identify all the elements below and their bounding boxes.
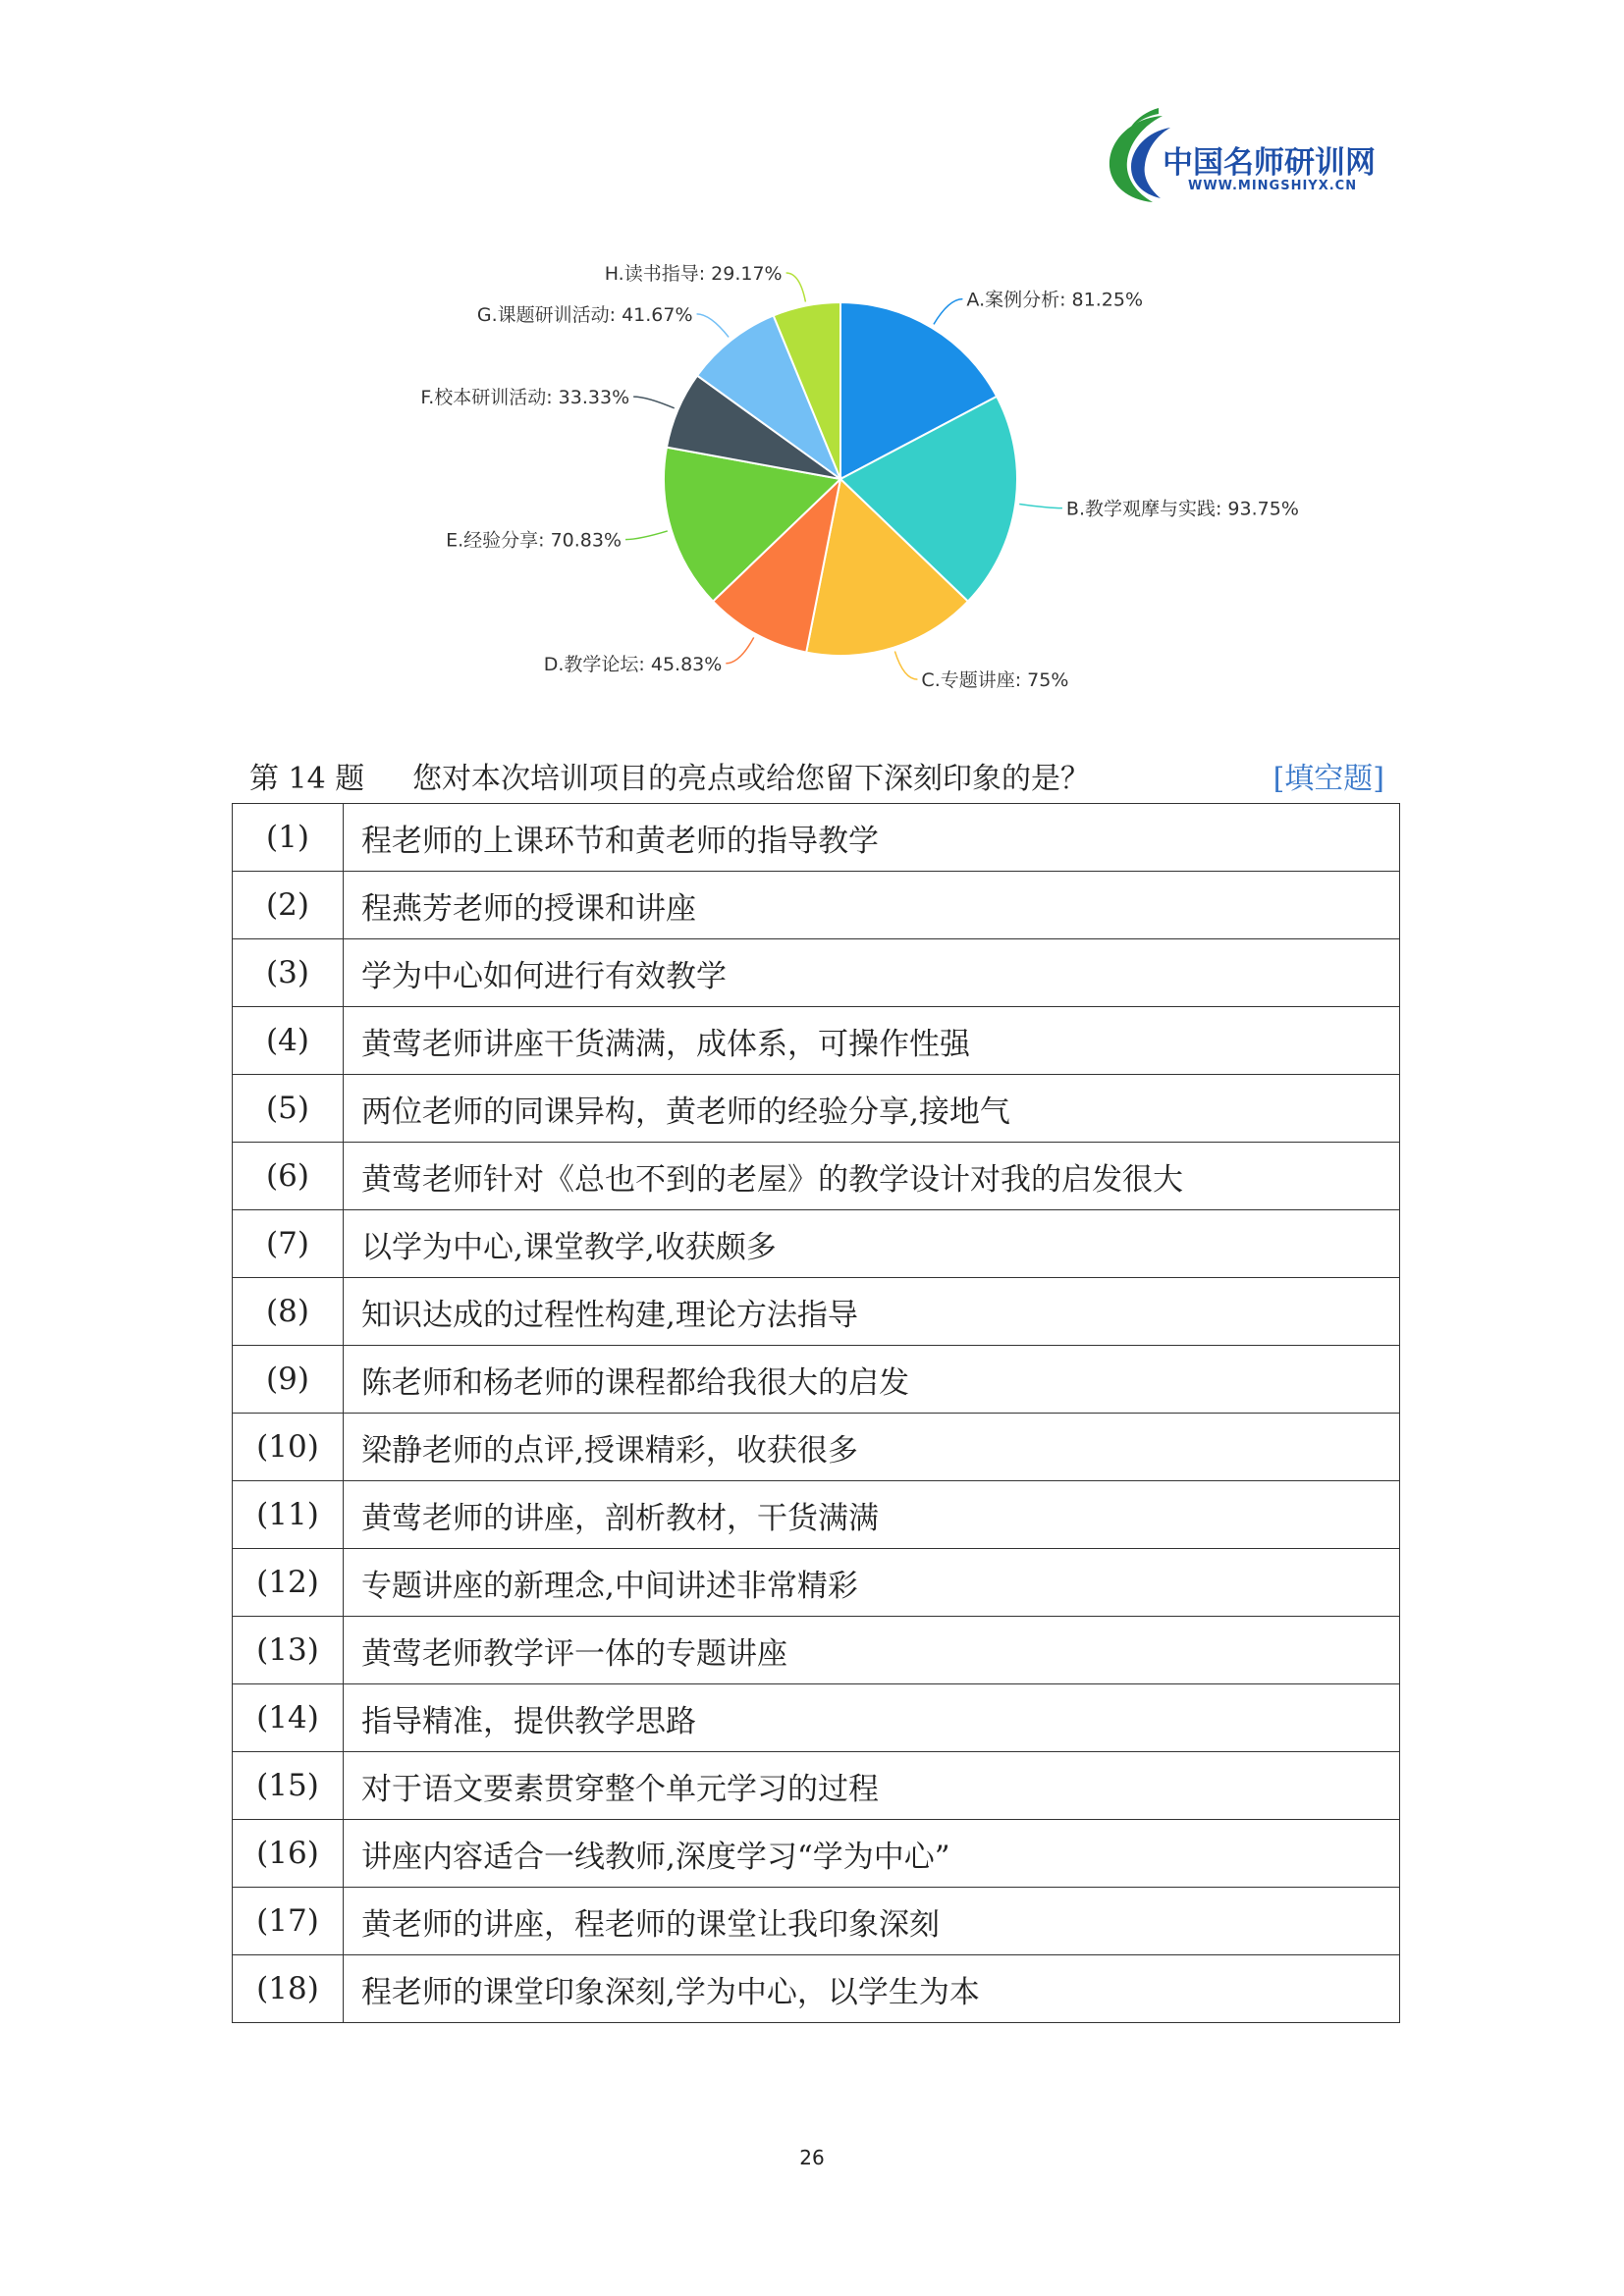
pie-leader-line — [625, 531, 668, 540]
answer-text: 陈老师和杨老师的课程都给我很大的启发 — [344, 1346, 1400, 1414]
answer-text: 黄莺老师的讲座，剖析教材，干货满满 — [344, 1481, 1400, 1549]
answer-number: (14) — [233, 1684, 344, 1752]
table-row — [233, 1346, 1400, 1414]
answer-number: (12) — [233, 1549, 344, 1617]
table-row — [233, 1617, 1400, 1684]
table-row — [233, 1549, 1400, 1617]
question-heading — [249, 758, 1384, 801]
pie-slice-label: H.读书指导: 29.17% — [604, 263, 783, 286]
pie-leader-line — [786, 273, 806, 301]
table-row — [233, 939, 1400, 1007]
pie-leader-line — [894, 651, 917, 679]
table-row — [233, 1278, 1400, 1346]
table-row — [233, 1684, 1400, 1752]
answer-number: (10) — [233, 1414, 344, 1481]
pie-leader-line — [726, 637, 753, 663]
pie-slice-label: B.教学观摩与实践: 93.75% — [1065, 498, 1299, 520]
answer-text: 以学为中心,课堂教学,收获颇多 — [344, 1210, 1400, 1278]
answer-number: (8) — [233, 1278, 344, 1346]
answer-text: 学为中心如何进行有效教学 — [344, 939, 1400, 1007]
question-number: 第 14 题 — [249, 762, 365, 796]
answer-text: 程燕芳老师的授课和讲座 — [344, 872, 1400, 939]
table-row — [233, 1007, 1400, 1075]
answer-text: 黄老师的讲座，程老师的课堂让我印象深刻 — [344, 1888, 1400, 1955]
table-row — [233, 1820, 1400, 1888]
pie-chart-svg — [0, 226, 1624, 736]
answer-text: 两位老师的同课异构，黄老师的经验分享,接地气 — [344, 1075, 1400, 1143]
pie-slice-label: E.经验分享: 70.83% — [446, 529, 623, 552]
pie-slice-label: A.案例分析: 81.25% — [966, 289, 1144, 311]
answer-number: (11) — [233, 1481, 344, 1549]
table-row — [233, 872, 1400, 939]
answer-number: (9) — [233, 1346, 344, 1414]
table-row — [233, 1481, 1400, 1549]
answers-table — [232, 803, 1400, 2023]
table-row — [233, 1752, 1400, 1820]
answer-text: 对于语文要素贯穿整个单元学习的过程 — [344, 1752, 1400, 1820]
table-row — [233, 1955, 1400, 2023]
answer-number: (15) — [233, 1752, 344, 1820]
answers-table-body — [233, 804, 1400, 2023]
answer-text: 指导精准，提供教学思路 — [344, 1684, 1400, 1752]
answer-number: (6) — [233, 1143, 344, 1210]
pie-leader-line — [934, 299, 962, 325]
answer-number: (17) — [233, 1888, 344, 1955]
table-row — [233, 1888, 1400, 1955]
page-number: 26 — [799, 2146, 825, 2169]
table-row — [233, 804, 1400, 872]
answer-text: 专题讲座的新理念,中间讲述非常精彩 — [344, 1549, 1400, 1617]
pie-slice-label: G.课题研训活动: 41.67% — [476, 303, 693, 326]
answer-number: (16) — [233, 1820, 344, 1888]
pie-leader-line — [1019, 504, 1062, 507]
answer-number: (18) — [233, 1955, 344, 2023]
pie-leader-line — [633, 397, 675, 408]
question-text: 您对本次培训项目的亮点或给您留下深刻印象的是？ — [412, 762, 1090, 796]
question-type: [填空题] — [1272, 762, 1384, 796]
table-row — [233, 1414, 1400, 1481]
logo-swoosh-icon — [1102, 108, 1170, 206]
answer-number: (7) — [233, 1210, 344, 1278]
pie-slice-label: D.教学论坛: 45.83% — [543, 653, 723, 675]
answer-number: (1) — [233, 804, 344, 872]
table-row — [233, 1075, 1400, 1143]
answer-text: 梁静老师的点评,授课精彩，收获很多 — [344, 1414, 1400, 1481]
pie-chart — [0, 226, 1624, 736]
answer-number: (4) — [233, 1007, 344, 1075]
answer-number: (5) — [233, 1075, 344, 1143]
answer-number: (13) — [233, 1617, 344, 1684]
answer-text: 黄莺老师针对《总也不到的老屋》的教学设计对我的启发很大 — [344, 1143, 1400, 1210]
answer-text: 程老师的上课环节和黄老师的指导教学 — [344, 804, 1400, 872]
pie-leader-line — [697, 314, 730, 338]
logo-url: WWW.MINGSHIYX.CN — [1188, 179, 1358, 193]
answer-text: 讲座内容适合一线教师,深度学习“学为中心” — [344, 1820, 1400, 1888]
table-row — [233, 1143, 1400, 1210]
answer-text: 知识达成的过程性构建,理论方法指导 — [344, 1278, 1400, 1346]
answer-number: (3) — [233, 939, 344, 1007]
pie-slice-label: C.专题讲座: 75% — [921, 669, 1069, 692]
site-logo — [1102, 108, 1406, 206]
answer-text: 黄莺老师讲座干货满满，成体系，可操作性强 — [344, 1007, 1400, 1075]
logo-name: 中国名师研训网 — [1163, 145, 1376, 181]
answer-text: 程老师的课堂印象深刻,学为中心，以学生为本 — [344, 1955, 1400, 2023]
answer-number: (2) — [233, 872, 344, 939]
pie-slice-label: F.校本研训活动: 33.33% — [420, 387, 630, 409]
answer-text: 黄莺老师教学评一体的专题讲座 — [344, 1617, 1400, 1684]
table-row — [233, 1210, 1400, 1278]
